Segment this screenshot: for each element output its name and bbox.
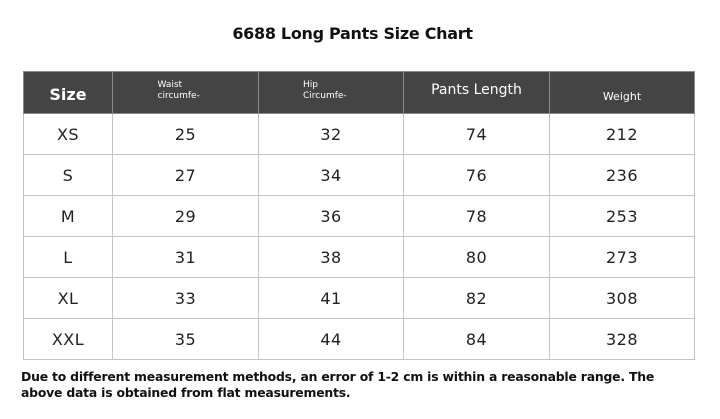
header-hip-label: Hip Circumfe- [303,80,347,101]
table-row [24,196,695,237]
cell-weight: 253 [550,196,695,237]
header-size: Size [24,72,113,114]
table-row [24,278,695,319]
cell-hip: 44 [259,319,404,360]
cell-waist: 29 [113,196,259,237]
header-length [404,72,550,114]
cell-size: XS [24,114,113,155]
cell-length: 82 [404,278,550,319]
cell-length: 74 [404,114,550,155]
header-waist-label: Waist circumfe- [157,80,200,101]
table-row [24,237,695,278]
cell-hip: 32 [259,114,404,155]
header-hip [259,72,404,114]
cell-weight: 212 [550,114,695,155]
cell-size: L [24,237,113,278]
table-row [24,155,695,196]
cell-hip: 34 [259,155,404,196]
measurement-note: Due to different measurement methods, an error of 1-2 cm is within a reasonable range. The above data is obtained from flat measurements. [21,369,655,400]
cell-hip: 41 [259,278,404,319]
table-row [24,114,695,155]
cell-hip: 36 [259,196,404,237]
header-length-label: Pants Length [431,82,522,98]
table-row [24,319,695,360]
cell-weight: 273 [550,237,695,278]
cell-size: XL [24,278,113,319]
cell-waist: 35 [113,319,259,360]
cell-waist: 33 [113,278,259,319]
cell-size: XXL [24,319,113,360]
cell-weight: 328 [550,319,695,360]
header-weight: Weight [550,72,695,114]
cell-length: 76 [404,155,550,196]
cell-weight: 308 [550,278,695,319]
cell-hip: 38 [259,237,404,278]
cell-waist: 27 [113,155,259,196]
cell-waist: 31 [113,237,259,278]
cell-waist: 25 [113,114,259,155]
cell-length: 78 [404,196,550,237]
cell-size: S [24,155,113,196]
header-waist [113,72,259,114]
header-row [24,72,695,114]
chart-title: 6688 Long Pants Size Chart [232,24,473,43]
size-table [23,71,695,360]
cell-length: 80 [404,237,550,278]
cell-weight: 236 [550,155,695,196]
cell-size: M [24,196,113,237]
cell-length: 84 [404,319,550,360]
